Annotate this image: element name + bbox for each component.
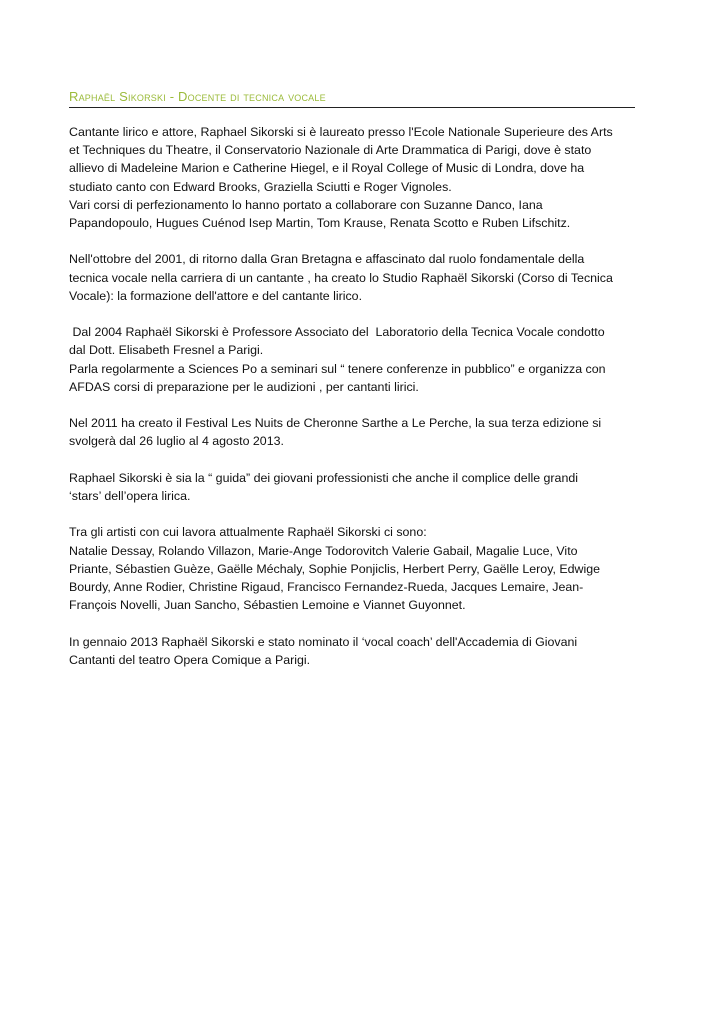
text-line: Tra gli artisti con cui lavora attualmente Raphaël Sikorski ci sono: bbox=[69, 525, 427, 540]
text-line: Cantanti del teatro Opera Comique a Parigi. bbox=[69, 652, 311, 667]
text-line: et Techniques du Theatre, il Conservatorio Nazionale di Arte Drammatica di Parigi, dove è stato bbox=[69, 143, 592, 158]
text-line: Raphael Sikorski è sia la “ guida” dei giovani professionisti che anche il complice delle grandi bbox=[69, 470, 578, 485]
text-line: Vari corsi di perfezionamento lo hanno portato a collaborare con Suzanne Danco, Iana bbox=[69, 197, 543, 212]
document-title: Raphaël Sikorski - Docente di tecnica vocale bbox=[69, 89, 326, 104]
text-line: Priante, Sébastien Guèze, Gaëlle Méchaly, Sophie Ponjiclis, Herbert Perry, Gaëlle Leroy, Edwige bbox=[69, 561, 600, 576]
text-line: dal Dott. Elisabeth Fresnel a Parigi. bbox=[69, 343, 264, 358]
text-line: Dal 2004 Raphaël Sikorski è Professore Associato del Laboratorio della Tecnica Vocale condotto bbox=[69, 325, 605, 340]
text-line: Nel 2011 ha creato il Festival Les Nuits de Cheronne Sarthe a Le Perche, la sua terza edizione si bbox=[69, 416, 602, 431]
text-line: AFDAS corsi di preparazione per le audizioni , per cantanti lirici. bbox=[69, 379, 419, 394]
text-line: allievo di Madeleine Marion e Catherine Hiegel, e il Royal College of Music di Londra, dove ha bbox=[69, 161, 585, 176]
text-line: Bourdy, Anne Rodier, Christine Rigaud, Francisco Fernandez-Rueda, Jacques Lemaire, Jean- bbox=[69, 580, 584, 594]
paragraph-2 bbox=[69, 250, 659, 305]
paragraph-6 bbox=[69, 523, 659, 614]
text-line: Papandopoulo, Hugues Cuénod Isep Martin, Tom Krause, Renata Scotto e Ruben Lifschitz. bbox=[69, 216, 571, 231]
paragraph-7 bbox=[69, 633, 659, 669]
text-line: studiato canto con Edward Brooks, Graziella Sciutti e Roger Vignoles. bbox=[69, 179, 452, 194]
paragraph-1 bbox=[69, 123, 659, 232]
text-line: Vocale): la formazione dell'attore e del cantante lirico. bbox=[69, 288, 363, 303]
paragraph-3 bbox=[69, 323, 659, 396]
text-line: tecnica vocale nella carriera di un cantante , ha creato lo Studio Raphaël Sikorski (Corso di Tecnica bbox=[69, 270, 613, 285]
document-body bbox=[69, 123, 659, 687]
text-line: Parla regolarmente a Sciences Po a seminari sul “ tenere conferenze in pubblico” e organizza con bbox=[69, 361, 606, 376]
text-line: Cantante lirico e attore, Raphael Sikorski si è laureato presso l'Ecole Nationale Superieure des Arts bbox=[69, 125, 613, 139]
text-line: In gennaio 2013 Raphaël Sikorski e stato nominato il ‘vocal coach’ dell'Accademia di Giovani bbox=[69, 634, 578, 649]
title-divider bbox=[69, 107, 635, 108]
paragraph-4 bbox=[69, 414, 659, 450]
paragraph-5 bbox=[69, 469, 659, 505]
text-line: Nell'ottobre del 2001, di ritorno dalla Gran Bretagna e affascinato dal ruolo fondamentale della bbox=[69, 252, 585, 267]
text-line: ‘stars’ dell’opera lirica. bbox=[69, 489, 191, 503]
text-line: svolgerà dal 26 luglio al 4 agosto 2013. bbox=[69, 434, 284, 449]
text-line: Natalie Dessay, Rolando Villazon, Marie-Ange Todorovitch Valerie Gabail, Magalie Luce, Vito bbox=[69, 543, 578, 558]
text-line: François Novelli, Juan Sancho, Sébastien Lemoine e Viannet Guyonnet. bbox=[69, 598, 466, 613]
